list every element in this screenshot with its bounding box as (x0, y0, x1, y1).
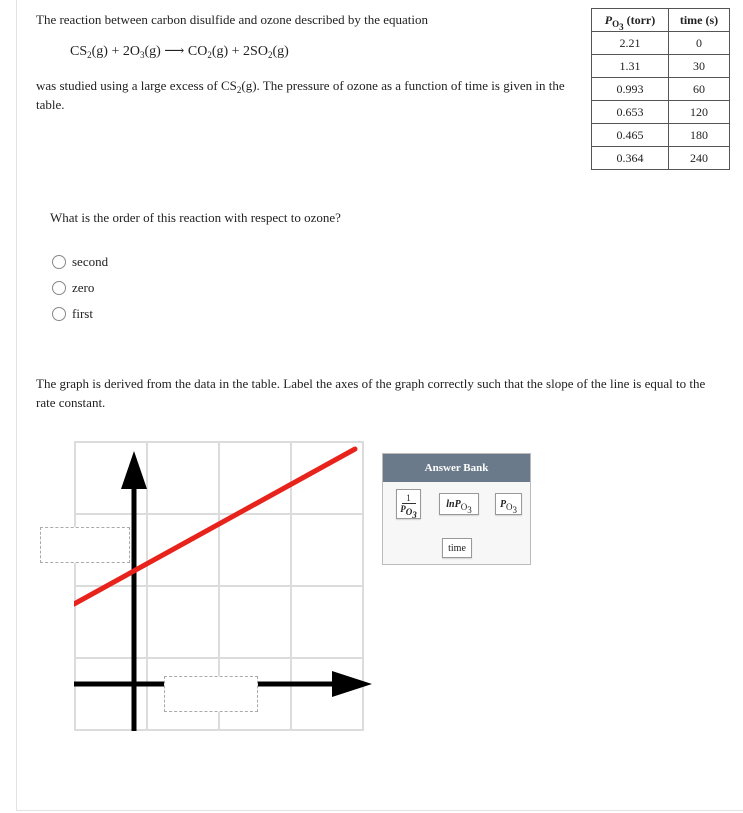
graph-instructions: The graph is derived from the data in the table. Label the axes of the graph correctly such that the slope of the line is equal to the rate constant. (36, 376, 706, 410)
cell-pressure: 0.364 (592, 147, 669, 170)
cell-time: 240 (669, 147, 730, 170)
table-row (592, 147, 730, 170)
radio-zero[interactable] (52, 281, 66, 295)
chip-pressure[interactable]: $P_{O_3}$ (495, 493, 522, 515)
y-axis-label-dropzone[interactable] (40, 527, 130, 563)
x-axis-arrowhead (332, 671, 372, 697)
table-row (592, 78, 730, 101)
cell-pressure: 0.653 (592, 101, 669, 124)
option-label: second (72, 254, 109, 269)
cell-time: 30 (669, 55, 730, 78)
cell-time: 120 (669, 101, 730, 124)
description-text: was studied using a large excess of $CS_2(g)$. The pressure of ozone as a function of time is given in the table. (36, 78, 565, 112)
option-first[interactable] (52, 306, 93, 322)
question-text: What is the order of this reaction with respect to ozone? (50, 210, 341, 225)
table-header-time: time (s) (669, 9, 730, 32)
reaction-arrow: ⟶ (164, 44, 185, 59)
cell-pressure: 0.465 (592, 124, 669, 147)
radio-first[interactable] (52, 307, 66, 321)
chip-inverse-pressure[interactable]: 1 $P_{O_3}$ (396, 489, 421, 519)
option-label: first (72, 306, 93, 321)
option-second[interactable] (52, 254, 108, 270)
cell-time: 180 (669, 124, 730, 147)
cell-pressure: 0.993 (592, 78, 669, 101)
table-header-pressure: $P_{O_3}$ (torr) (592, 9, 669, 32)
option-zero[interactable] (52, 280, 94, 296)
reaction-equation: $CS_2(g) + 2O_3(g)$ ⟶ $CO_2(g) + 2SO_2(g)$ (70, 44, 289, 60)
x-axis-label-dropzone[interactable] (164, 676, 258, 712)
answer-bank (382, 453, 531, 565)
cell-time: 60 (669, 78, 730, 101)
table-row (592, 124, 730, 147)
option-label: zero (72, 280, 95, 295)
table-row (592, 32, 730, 55)
table-row (592, 101, 730, 124)
intro-text: The reaction between carbon disulfide and ozone described by the equation (36, 12, 429, 27)
pressure-time-table (591, 8, 730, 170)
radio-second[interactable] (52, 255, 66, 269)
cell-pressure: 1.31 (592, 55, 669, 78)
cell-time: 0 (669, 32, 730, 55)
cell-pressure: 2.21 (592, 32, 669, 55)
table-row (592, 55, 730, 78)
chip-ln-pressure[interactable]: lnP$_{O_3}$ (439, 493, 479, 515)
chip-time[interactable]: time (442, 538, 472, 558)
answer-bank-title: Answer Bank (383, 454, 530, 482)
y-axis-arrowhead (121, 451, 147, 489)
